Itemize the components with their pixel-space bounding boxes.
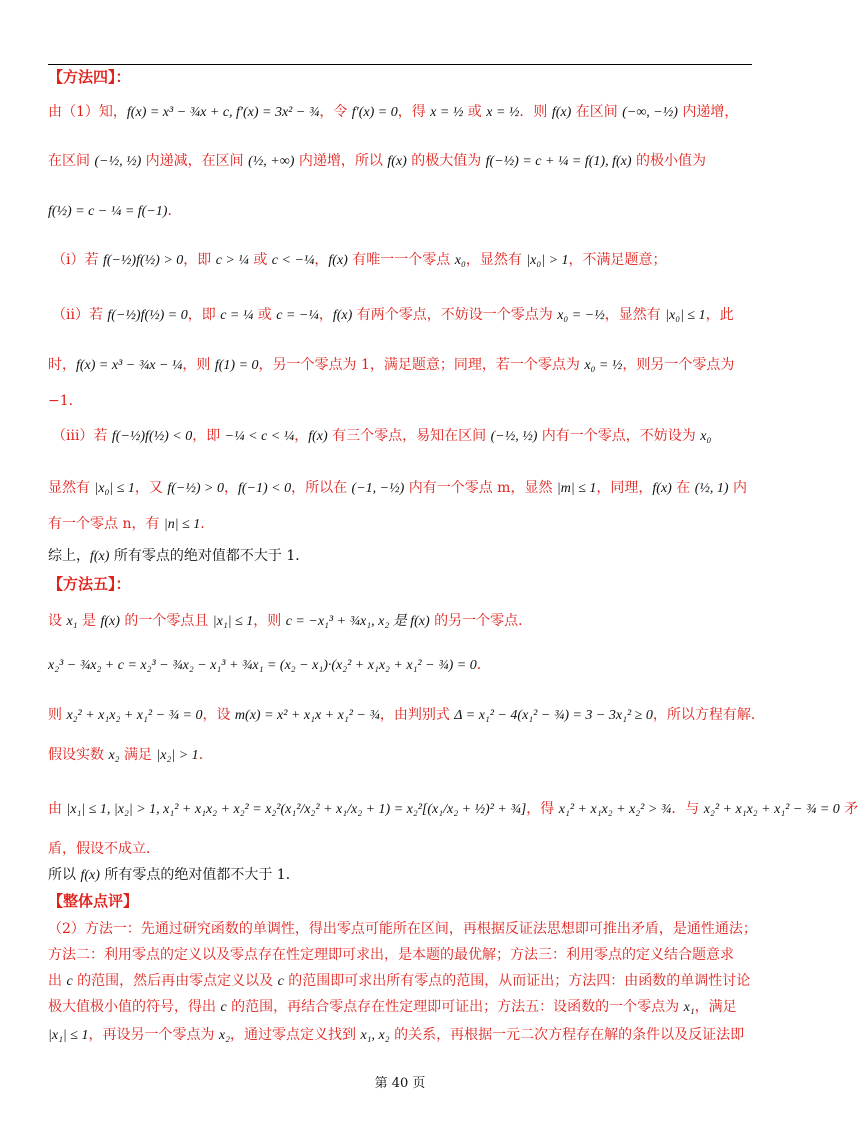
- review-line-4: 极大值极小值的符号，得出 c 的范围，再结合零点存在性定理即可证出；方法五：设函数的一个零点为 x₁，满足: [48, 999, 737, 1015]
- method4-conclusion: 综上，f(x) 所有零点的绝对值都不大于 1．: [48, 548, 310, 564]
- top-rule: [48, 64, 752, 65]
- method5-line-6: 盾，假设不成立．: [48, 841, 160, 857]
- method4-line-2: 在区间 (−½, ½) 内递减，在区间 (½, +∞) 内递增，所以 f(x) 的极大值为 f(−½) = c + ¼ = f(1), f(x) 的极小值为: [48, 153, 706, 169]
- case-ii-line-1: （ⅱ）若 f(−½)f(½) = 0，即 c = ¼ 或 c = −¼，f(x) 有两个零点，不妨设一个零点为 x₀ = −½，显然有 |x₀| ≤ 1，此: [52, 307, 734, 323]
- method5-heading: 【方法五】：: [48, 575, 131, 593]
- case-iii-line-1: （ⅲ）若 f(−½)f(½) < 0，即 −¼ < c < ¼，f(x) 有三个零点，易知在区间 (−½, ½) 内有一个零点，不妨设为 x₀: [52, 428, 712, 444]
- method5-line-5: 由 |x₁| ≤ 1, |x₂| > 1, x₁² + x₁x₂ + x₂² = x₂²(x₁²/x₂² + x₁/x₂ + 1) = x₂²[(x₁/x₂ + ½)² + ¾]，得 x₁² + x₁x₂ + x₂² > ¾．与 x₂² + x₁x₂ + x₁² − ¾ = 0 矛: [48, 801, 858, 817]
- method5-line-2: x₂³ − ¾x₂ + c = x₂³ − ¾x₂ − x₁³ + ¾x₁ = (x₂ − x₁)·(x₂² + x₁x₂ + x₁² − ¾) = 0．: [48, 657, 491, 673]
- review-line-1: （2）方法一：先通过研究函数的单调性，得出零点可能所在区间，再根据反证法思想即可推出矛盾，是通性通法；: [48, 921, 757, 937]
- review-line-3: 出 c 的范围，然后再由零点定义以及 c 的范围即可求出所有零点的范围，从而证出；方法四：由函数的单调性讨论: [48, 973, 751, 989]
- method5-line-1: 设 x₁ 是 f(x) 的一个零点且 |x₁| ≤ 1，则 c = −x₁³ + ¾x₁, x₂ 是 f(x) 的另一个零点．: [48, 613, 533, 629]
- method5-line-4: 假设实数 x₂ 满足 |x₂| > 1．: [48, 747, 213, 763]
- case-iii-line-3: 有一个零点 n，有 |n| ≤ 1．: [48, 516, 215, 532]
- review-line-2: 方法二：利用零点的定义以及零点存在性定理即可求出，是本题的最优解；方法三：利用零点的定义结合题意求: [48, 947, 734, 963]
- case-ii-line-3: −1．: [48, 393, 83, 409]
- method5-conclusion: 所以 f(x) 所有零点的绝对值都不大于 1．: [48, 867, 300, 883]
- case-ii-line-2: 时，f(x) = x³ − ¾x − ¼，则 f(1) = 0，另一个零点为 1，满足题意；同理，若一个零点为 x₀ = ½，则另一个零点为: [48, 357, 735, 373]
- method4-heading: 【方法四】：: [48, 68, 131, 86]
- method4-line-3: f(½) = c − ¼ = f(−1)．: [48, 203, 182, 219]
- review-line-5: |x₁| ≤ 1，再设另一个零点为 x₂，通过零点定义找到 x₁, x₂ 的关系，再根据一元二次方程存在解的条件以及反证法即: [48, 1027, 745, 1043]
- case-iii-line-2: 显然有 |x₀| ≤ 1，又 f(−½) > 0，f(−1) < 0，所以在 (−1, −½) 内有一个零点 m，显然 |m| ≤ 1，同理，f(x) 在 (½, 1) 内: [48, 480, 748, 496]
- case-i-line: （ⅰ）若 f(−½)f(½) > 0，即 c > ¼ 或 c < −¼，f(x) 有唯一一个零点 x₀，显然有 |x₀| > 1，不满足题意；: [52, 252, 667, 268]
- method4-line-1: 由（1）知，f(x) = x³ − ¾x + c, f′(x) = 3x² − ¾，令 f′(x) = 0，得 x = ½ 或 x = ½．则 f(x) 在区间 (−∞, −½) 内递增，: [48, 104, 739, 120]
- page-number: 第 40 页: [374, 1076, 426, 1091]
- method5-line-3: 则 x₂² + x₁x₂ + x₁² − ¾ = 0，设 m(x) = x² + x₁x + x₁² − ¾，由判别式 Δ = x₁² − 4(x₁² − ¾) = 3 − 3x₁² ≥ 0，所以方程有解．: [48, 707, 765, 723]
- review-heading: 【整体点评】: [48, 892, 139, 910]
